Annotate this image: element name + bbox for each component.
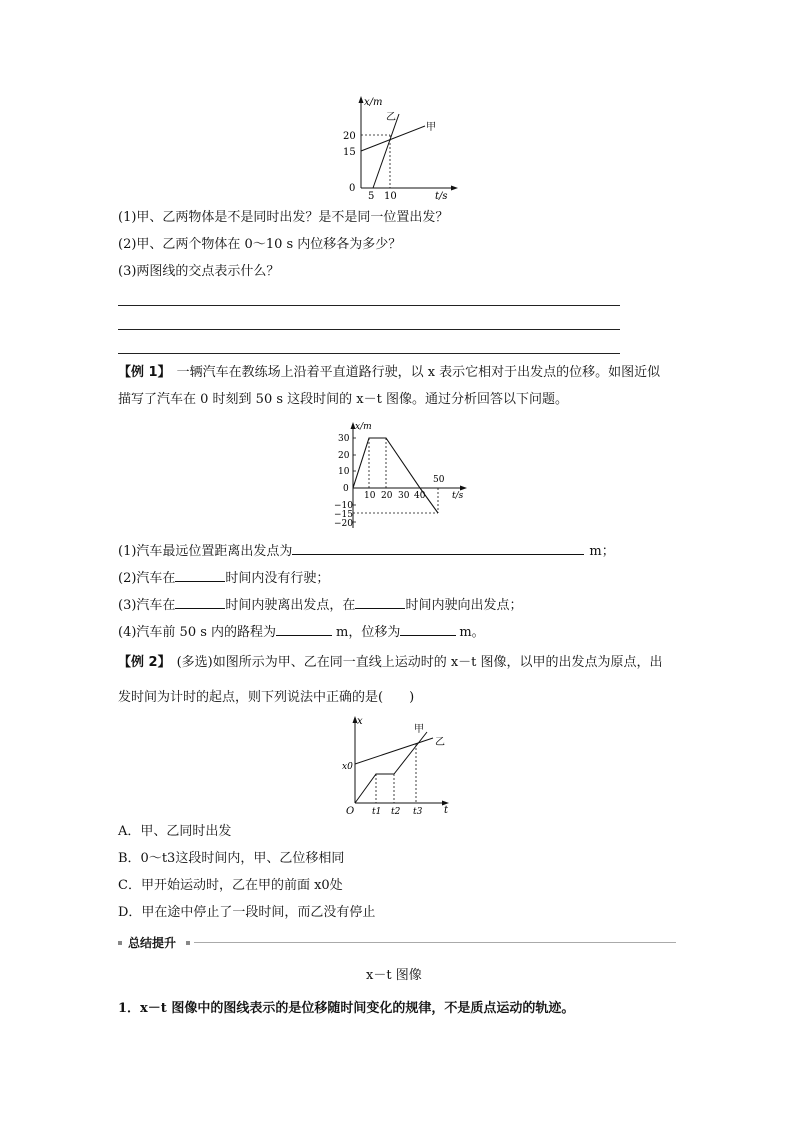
ex1-ytick-20: 20: [338, 451, 350, 461]
ex1-ytick-30: 30: [338, 434, 350, 444]
fig1-x-axis-label: t/s: [435, 191, 448, 202]
summary-heading-bar: [118, 936, 678, 950]
ex1-xtick-50: 50: [433, 475, 445, 485]
ex2-xtick-t1: t1: [372, 807, 382, 817]
ex1-xt-path: [353, 438, 438, 513]
ex1-xtick-30: 30: [398, 491, 410, 501]
ex1-ytick-m20: −20: [334, 519, 353, 529]
summary-rule: [194, 942, 676, 943]
summary-subtitle: x－t 图像: [366, 968, 422, 983]
ex1-ytick-10: 10: [338, 467, 350, 477]
ex1-x-axis-label: t/s: [452, 491, 464, 501]
example-1-text-line2: 描写了汽车在 0 时刻到 50 s 这段时间的 x－t 图像。通过分析回答以下问题。: [118, 392, 568, 407]
answer-line-3: [118, 353, 620, 354]
summary-square-left: [118, 941, 122, 945]
question-1-2: (2)甲、乙两个物体在 0～10 s 内位移各为多少？: [118, 237, 402, 252]
ex1-q3-suffix: 时间内驶向出发点；: [405, 598, 523, 613]
option-c[interactable]: C．甲开始运动时，乙在甲的前面 x0处: [118, 878, 343, 893]
ex1-q2-prefix: (2)汽车在: [118, 571, 176, 586]
example-2-stem-1: (多选)如图所示为甲、乙在同一直线上运动时的 x－t 图像，以甲的出发点为原点，出: [176, 655, 663, 670]
ex1-q4-blank-1[interactable]: [276, 621, 332, 636]
example-1-q2: [118, 567, 329, 588]
ex1-q4-suffix: m。: [459, 625, 485, 640]
example-1-xt-graph: [318, 418, 478, 530]
fig1-ytick-0: 0: [349, 183, 356, 194]
ex2-x-axis-label: t: [444, 805, 449, 816]
example-1-stem-1: 一辆汽车在教练场上沿着平直道路行驶，以 x 表示它相对于出发点的位移。如图近似: [176, 365, 661, 380]
ex1-q2-blank[interactable]: [175, 567, 225, 582]
ex1-q1-blank[interactable]: [292, 540, 584, 555]
ex2-label-jia: 甲: [414, 724, 424, 735]
ex1-q1-prefix: (1)汽车最远位置距离出发点为: [118, 544, 293, 559]
question-1-3: (3)两图线的交点表示什么？: [118, 264, 280, 279]
ex2-label-yi: 乙: [435, 737, 445, 748]
summary-heading: 总结提升: [128, 936, 177, 950]
ex1-x-arrow: [460, 486, 467, 491]
fig1-y-arrow: [359, 96, 364, 103]
ex1-q3-blank-2[interactable]: [355, 594, 405, 609]
ex2-origin: O: [346, 806, 355, 817]
answer-line-1: [118, 305, 620, 306]
fig1-label-jia: 甲: [426, 122, 436, 133]
ex1-y-axis-label: x/m: [355, 422, 372, 432]
option-a[interactable]: A．甲、乙同时出发: [118, 824, 232, 839]
ex1-q3-blank-1[interactable]: [175, 594, 225, 609]
option-b[interactable]: B．0～t3这段时间内，甲、乙位移相同: [118, 851, 345, 866]
example-2-text-line1: [118, 654, 663, 672]
ex1-q1-suffix: m；: [589, 544, 615, 559]
fig1-line-yi: [373, 114, 399, 188]
question-1-1: (1)甲、乙两物体是不是同时出发？是不是同一位置出发？: [118, 210, 449, 225]
summary-point-1: 1．x－t 图像中的图线表示的是位移随时间变化的规律，不是质点运动的轨迹。: [118, 1001, 575, 1016]
ex1-q4-blank-2[interactable]: [400, 621, 456, 636]
fig1-xtick-10: 10: [384, 191, 397, 202]
option-d[interactable]: D．甲在途中停止了一段时间，而乙没有停止: [118, 905, 376, 920]
ex2-xtick-t2: t2: [391, 807, 401, 817]
ex2-y-axis-label: x: [357, 716, 363, 727]
fig1-ytick-20: 20: [343, 131, 356, 142]
ex1-q2-suffix: 时间内没有行驶；: [225, 571, 330, 586]
ex1-xtick-40: 40: [414, 491, 426, 501]
ex1-xtick-10: 10: [364, 491, 376, 501]
example-1-q3: [118, 594, 522, 615]
ex1-q4-prefix: (4)汽车前 50 s 内的路程为: [118, 625, 277, 640]
ex2-xtick-t3: t3: [413, 807, 423, 817]
example-2-xt-graph: [335, 712, 465, 820]
ex1-ytick-0: 0: [343, 484, 349, 494]
fig1-xtick-5: 5: [368, 191, 375, 202]
fig1-x-arrow: [451, 186, 458, 191]
ex1-q4-mid: m，位移为: [336, 625, 401, 640]
ex1-xtick-20: 20: [381, 491, 393, 501]
example-2-text-line2: 发时间为计时的起点，则下列说法中正确的是( ): [118, 690, 415, 705]
example-1-q4: [118, 621, 485, 642]
example-2-tag: 【例 2】: [118, 655, 171, 670]
fig1-label-yi: 乙: [386, 112, 396, 123]
ex2-ytick-x0: x0: [342, 762, 353, 772]
ex1-ytick-m10: −10: [334, 501, 353, 511]
fig1-ytick-15: 15: [343, 147, 356, 158]
answer-line-2: [118, 329, 620, 330]
ex1-q3-prefix: (3)汽车在: [118, 598, 176, 613]
example-1-text-line1: [118, 364, 660, 382]
figure-1-xt-graph: [330, 92, 470, 204]
summary-square-right: [186, 941, 190, 945]
example-1-tag: 【例 1】: [118, 365, 171, 380]
fig1-y-axis-label: x/m: [364, 97, 383, 108]
ex2-line-yi: [355, 738, 433, 764]
ex1-q3-mid: 时间内驶离出发点，在: [225, 598, 356, 613]
example-1-q1: [118, 540, 615, 561]
ex1-ytick-m15: −15: [334, 510, 353, 520]
